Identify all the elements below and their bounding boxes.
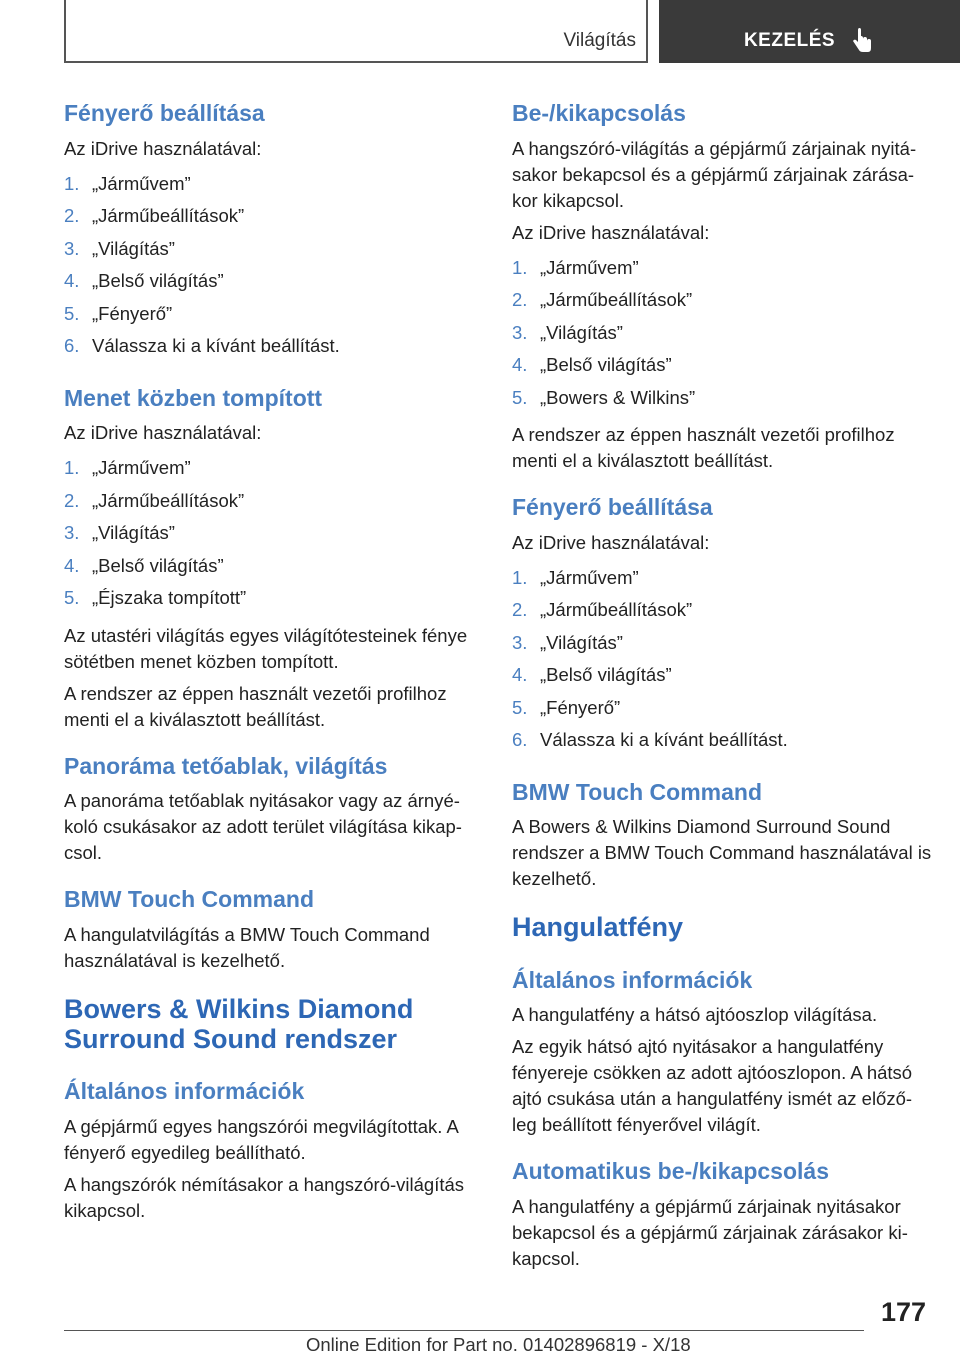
- section-heading: Általános információk: [64, 1078, 305, 1105]
- list-item: 6. Válassza ki a kívánt beállítást.: [64, 335, 340, 357]
- body-text: A gépjármű egyes hangszórói megvilágítottak. A fényerő egyedileg beállítható.: [64, 1115, 458, 1163]
- list-item: 4. „Belső világítás”: [512, 664, 672, 686]
- step-list: [512, 252, 932, 415]
- intro-text: Az iDrive használatával:: [512, 531, 710, 553]
- step-list: [64, 168, 484, 363]
- chapter-tab-label: KEZELÉS: [743, 29, 836, 51]
- body-text: A panoráma tetőablak nyitásakor vagy az árnyé-koló csukásakor az adott terület világítása kikap-csol.: [64, 790, 462, 864]
- footer-divider: [64, 1330, 864, 1331]
- list-item: 4. „Belső világítás”: [64, 554, 224, 576]
- list-item: 1. „Járművem”: [64, 172, 191, 194]
- footer-edition: Online Edition for Part no. 01402896819 - X/18: [306, 1334, 691, 1355]
- section-heading: Be-/kikapcsolás: [512, 100, 686, 126]
- list-item: 1. „Járművem”: [512, 256, 639, 278]
- step-list: [64, 452, 484, 615]
- section-heading: Fényerő beállítása: [64, 100, 265, 126]
- list-item: 3. „Világítás”: [512, 631, 623, 653]
- intro-text: Az iDrive használatával:: [64, 137, 262, 159]
- section-title: Világítás: [563, 30, 636, 51]
- section-heading: Menet közben tompított: [64, 384, 323, 411]
- touch-hand-icon: [849, 10, 875, 54]
- section-heading: BMW Touch Command: [512, 778, 762, 805]
- body-text: Az utastéri világítás egyes világítótesteinek fénye sötétben menet közben tompított.: [64, 624, 468, 672]
- chapter-heading: Hangulatfény: [512, 912, 684, 943]
- body-text: A Bowers & Wilkins Diamond Surround Sound rendszer a BMW Touch Command használatával is kezelhető.: [512, 816, 932, 890]
- step-list: [512, 562, 932, 757]
- list-item: 4. „Belső világítás”: [512, 354, 672, 376]
- list-item: 5. „Éjszaka tompított”: [64, 587, 247, 609]
- list-item: 4. „Belső világítás”: [64, 270, 224, 292]
- list-item: 5. „Fényerő”: [64, 302, 173, 324]
- list-item: 3. „Világítás”: [64, 522, 175, 544]
- list-item: 2. „Járműbeállítások”: [512, 289, 693, 311]
- section-heading: Fényerő beállítása: [512, 494, 713, 521]
- list-item: 2. „Járműbeállítások”: [64, 205, 245, 227]
- list-item: 3. „Világítás”: [512, 321, 623, 343]
- list-item: 5. „Bowers & Wilkins”: [512, 386, 696, 408]
- list-item: 2. „Járműbeállítások”: [512, 599, 693, 621]
- body-text: A hangszóró-világítás a gépjármű zárjainak nyitá-sakor bekapcsol és a gépjármű zárjainak zárása-kor kikapcsol.: [512, 137, 917, 211]
- list-item: 1. „Járművem”: [64, 457, 191, 479]
- section-heading: BMW Touch Command: [64, 886, 314, 913]
- body-text: A rendszer az éppen használt vezetői profilhoz menti el a kiválasztott beállítást.: [64, 682, 447, 730]
- body-text: A hangulatfény a hátsó ajtóoszlop világítása.: [512, 1004, 878, 1026]
- list-item: 1. „Járművem”: [512, 566, 639, 588]
- right-column: [512, 100, 932, 1278]
- intro-text: Az iDrive használatával:: [512, 221, 710, 243]
- section-heading: Automatikus be-/kikapcsolás: [512, 1158, 829, 1185]
- body-text: Az egyik hátsó ajtó nyitásakor a hangulatfény fényereje csökken az adott ajtóoszlopon. A hátsó ajtó csukása után a hangulatfény ismét az előző-leg beállított fényerővel világít.: [512, 1036, 913, 1136]
- page-number: 177: [880, 1297, 926, 1327]
- body-text: A hangulatfény a gépjármű zárjainak nyitásakor bekapcsol és a gépjármű zárjainak zárásakor ki-kapcsol.: [512, 1195, 908, 1269]
- chapter-heading: Bowers & Wilkins Diamond Surround Sound rendszer: [64, 993, 414, 1055]
- section-heading: Általános információk: [512, 966, 753, 993]
- list-item: 3. „Világítás”: [64, 237, 175, 259]
- body-text: A rendszer az éppen használt vezetői profilhoz menti el a kiválasztott beállítást.: [512, 424, 895, 472]
- section-heading: Panoráma tetőablak, világítás: [64, 752, 388, 779]
- header-frame: [64, 0, 648, 63]
- intro-text: Az iDrive használatával:: [64, 422, 262, 444]
- body-text: A hangszórók némításakor a hangszóró-világítás kikapcsol.: [64, 1173, 465, 1221]
- list-item: 6. Válassza ki a kívánt beállítást.: [512, 729, 788, 751]
- chapter-tab[interactable]: [659, 0, 960, 63]
- body-text: A hangulatvilágítás a BMW Touch Command használatával is kezelhető.: [64, 923, 430, 971]
- left-column: [64, 100, 484, 1230]
- list-item: 5. „Fényerő”: [512, 696, 621, 718]
- list-item: 2. „Járműbeállítások”: [64, 489, 245, 511]
